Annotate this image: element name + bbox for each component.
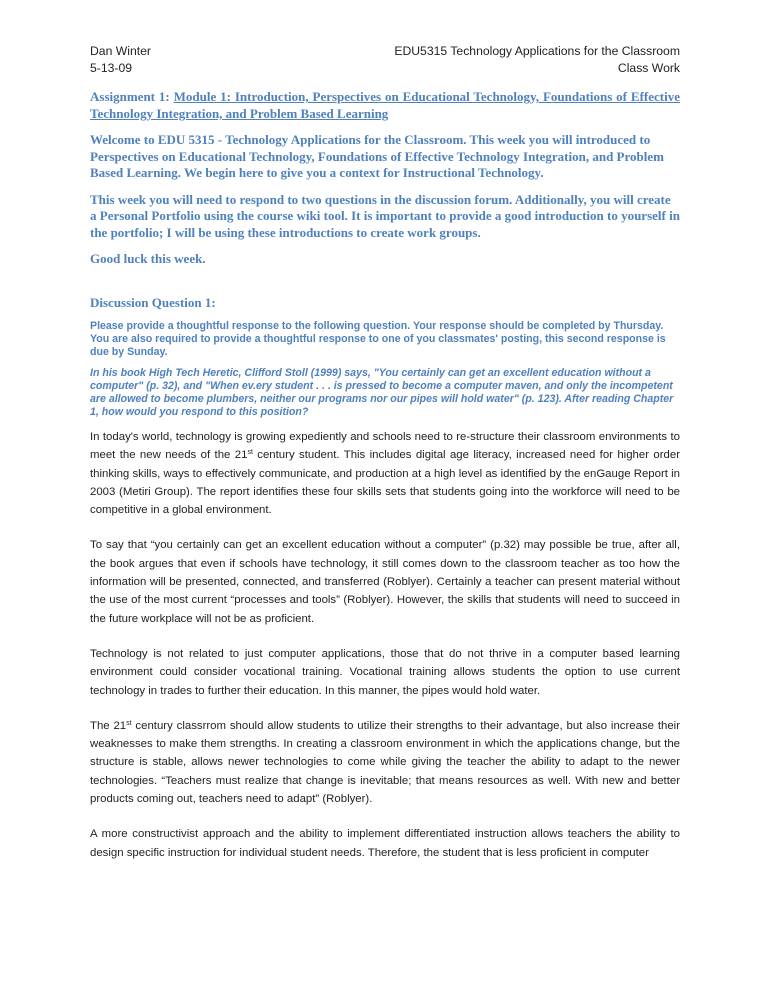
header-row-2 [90,60,680,77]
this-week-paragraph: This week you will need to respond to two questions in the discussion forum. Additionally, you will create a Personal Portfolio using the course wiki tool. It is important to provide a good introduction to yourself in the portfolio; I will be using these introductions to create work groups. [90,191,680,240]
document-page [90,43,680,862]
response-paragraph-3: Technology is not related to just computer applications, those that do not thrive in a computer based learning environment could consider vocational training. Vocational training allows students the option to use current technology in trades to further their education. In this manner, the pipes would hold water. [90,647,680,697]
good-luck-line: Good luck this week. [90,251,206,266]
response-p4-superscript: st [126,719,132,727]
response-p1-text-b: century student. This includes digital age literacy, increased need for higher order thinking skills, ways to effectively communicate, and production at a high level as identified by the enGauge Report in 2003 (Metiri Group). The report identifies these four skills sets that students going into the workforce will need to be competitive in a global environment. [90,449,680,517]
author-name: Dan Winter [90,44,151,58]
course-title: EDU5315 Technology Applications for the Classroom [394,44,680,58]
response-paragraph-4 [90,717,680,808]
module-link[interactable]: Module 1: Introduction, Perspectives on Educational Technology, Foundations of Effective Technology Integration, and Problem Based Learning [90,89,680,121]
welcome-paragraph: Welcome to EDU 5315 - Technology Applications for the Classroom. This week you will introduced to Perspectives on Educational Technology, Foundations of Effective Technology Integration, and Problem Based Learning. We begin here to give you a context for Instructional Technology. [90,132,664,180]
discussion-heading: Discussion Question 1: [90,294,216,310]
response-p1-superscript: st [247,449,253,457]
response-paragraph-5: A more constructivist approach and the ability to implement differentiated instruction allows teachers the ability to design specific instruction for individual student needs. Therefore, the student that is less proficient in computer [90,828,680,859]
discussion-instructions: Please provide a thoughtful response to the following question. Your response should be completed by Thursday. You are also required to provide a thoughtful response to one of you classmates' posting, this second response is due by Sunday. [90,320,666,358]
response-p4-text-a: The 21 [90,719,127,732]
assignment-prefix: Assignment 1: [90,89,174,104]
discussion-quote: In his book High Tech Heretic, Clifford Stoll (1999) says, "You certainly can get an excellent education without a computer" (p. 32), and "When ev.ery student . . . is pressed to become a computer maven, and only the incompetent are allowed to become plumbers, neither our programs nor our pipes will hold water" (p. 123). After reading Chapter 1, how would you respond to this position? [90,367,674,418]
response-p1-text-a: In today's world, technology is growing expediently and schools need to re-structure their classroom environments to meet the new needs of the 21 [90,431,680,462]
document-date: 5-13-09 [90,61,133,75]
header-row-1 [90,43,680,60]
assignment-title [90,88,680,122]
document-category: Class Work [617,61,680,75]
response-p4-text-b: century classrrom should allow students to utilize their strengths to their advantage, but also increase their weaknesses to make them strengths. In creating a classroom environment in which the applications change, but the structure is stable, allows newer technologies to come while giving the teacher the ability to adapt to the newer technologies. “Teachers must realize that change is inevitable; that means resources as well. With new and better products coming out, teachers need to adapt” (Roblyer). [90,719,680,806]
response-paragraph-1 [90,428,680,519]
response-paragraph-2: To say that “you certainly can get an excellent education without a computer” (p.32) may possible be true, after all, the book argues that even if schools have technology, it still comes down to the classroom teacher as too how the information will be presented, connected, and transferred (Roblyer). Certainly a teacher can present material without the use of the most current “processes and tools” (Roblyer). However, the skills that students will need to succeed in the future workplace will not be as proficient. [90,539,680,625]
